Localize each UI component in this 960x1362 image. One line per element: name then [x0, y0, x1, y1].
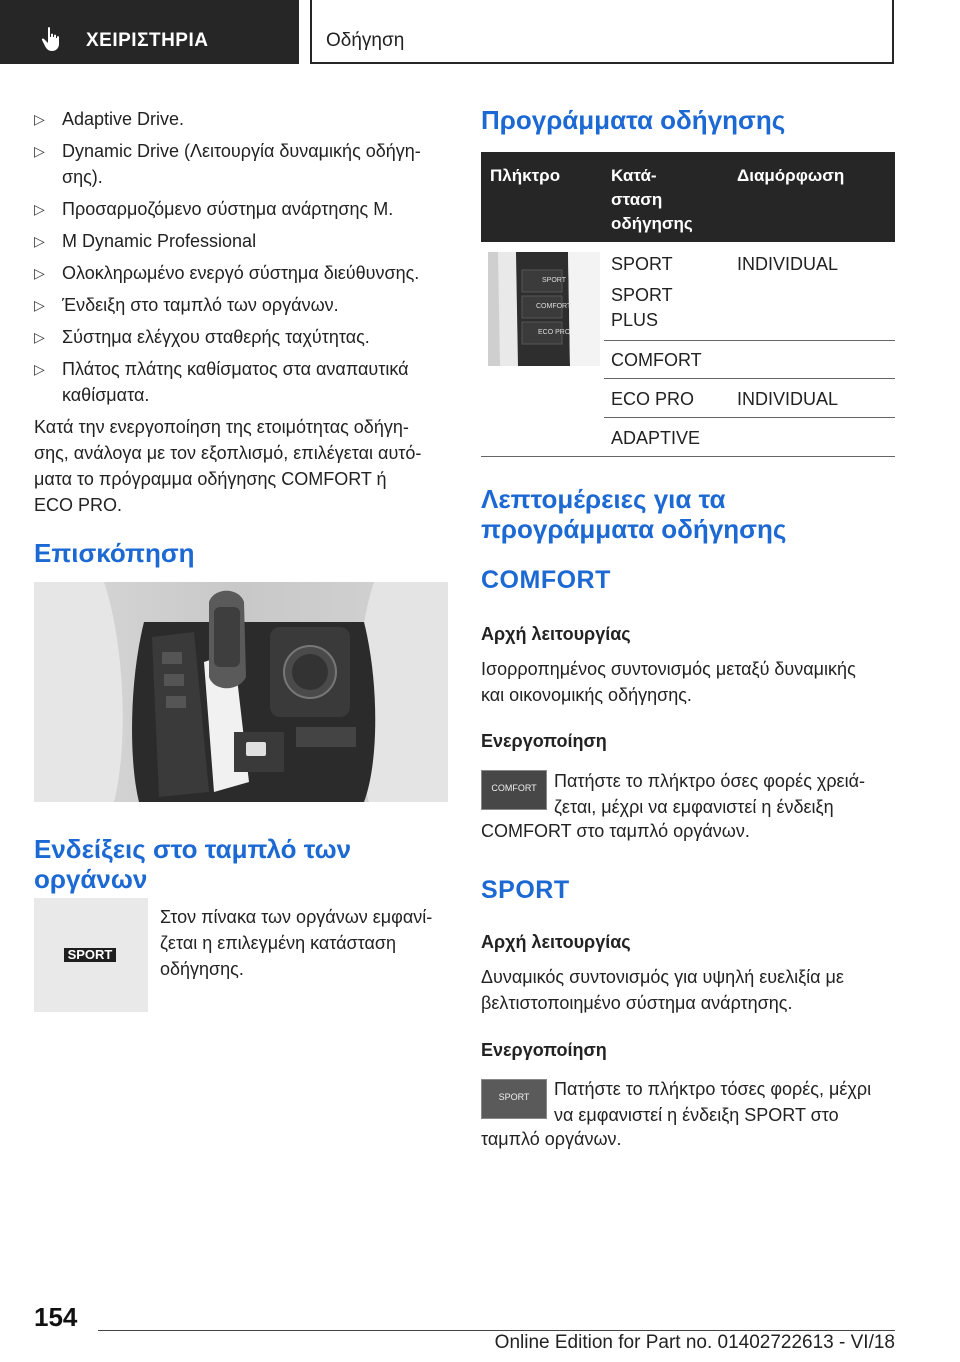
table-cell-mode-line2: PLUS — [611, 310, 659, 330]
sport-activation-text: να εμφανιστεί η ένδειξη SPORT στο — [554, 1105, 839, 1125]
comfort-activation-text: ζεται, μέχρι να εμφανιστεί η ένδειξη — [554, 797, 834, 817]
sport-button-label: SPORT — [498, 1092, 530, 1102]
list-item-text: Dynamic Drive (Λειτουργία δυναμικής οδήγη- — [62, 141, 421, 161]
list-item: ▷ Ένδειξη στο ταμπλό των οργάνων. — [34, 295, 339, 315]
sport-principle-label: Αρχή λειτουργίας — [481, 932, 631, 952]
console-photo — [34, 582, 448, 802]
list-item-text: Adaptive Drive. — [62, 109, 185, 129]
list-item-text: Σύστημα ελέγχου σταθερής ταχύτητας. — [62, 327, 370, 347]
comfort-activation-label: Ενεργοποίηση — [481, 731, 607, 751]
btn-comfort-label: COMFORT — [536, 303, 572, 310]
list-item-text: Πλάτος πλάτης καθίσματος στα αναπαυτικά — [62, 359, 409, 379]
table-divider — [604, 340, 895, 341]
details-heading-line1: Λεπτομέρειες για τα — [481, 484, 726, 514]
programs-heading: Προγράμματα οδήγησης — [481, 105, 786, 135]
list-item: ▷ Προσαρμοζόμενο σύστημα ανάρτησης M. — [34, 199, 394, 219]
col-header-button: Πλήκτρο — [490, 166, 561, 185]
indicator-heading-line2: οργάνων — [34, 864, 148, 894]
col-header-mode-line3: οδήγησης — [611, 214, 693, 233]
sport-principle-text: Δυναμικός συντονισμός για υψηλή ευελιξία με — [481, 967, 844, 987]
btn-ecopro-label: ECO PRO — [538, 329, 571, 336]
comfort-activation-text: COMFORT στο ταμπλό οργάνων. — [481, 821, 750, 841]
indicator-heading-line1: Ενδείξεις στο ταμπλό των — [34, 834, 352, 864]
paragraph-line: Κατά την ενεργοποίηση της ετοιμότητας οδήγη- — [34, 417, 409, 437]
comfort-button-image — [481, 770, 547, 810]
paragraph-line: ECO PRO. — [34, 495, 123, 515]
table-header — [481, 152, 895, 242]
chapter-header — [310, 0, 894, 64]
comfort-principle-text: και οικονομικής οδήγησης. — [481, 685, 692, 705]
comfort-heading: COMFORT — [481, 566, 611, 594]
list-item-text: Ολοκληρωμένο ενεργό σύστημα διεύθυνσης. — [62, 263, 420, 283]
table-divider — [604, 417, 895, 418]
comfort-principle-text: Ισορροπημένος συντονισμός μεταξύ δυναμικής — [481, 659, 856, 679]
table-cell-mode: ECO PRO — [611, 389, 695, 409]
list-item: ▷ Σύστημα ελέγχου σταθερής ταχύτητας. — [34, 327, 370, 347]
sport-heading: SPORT — [481, 876, 570, 904]
comfort-button-label: COMFORT — [491, 783, 537, 793]
comfort-activation-text: Πατήστε το πλήκτρο όσες φορές χρειά- — [554, 771, 865, 791]
sport-activation-text: Πατήστε το πλήκτρο τόσες φορές, μέχρι — [554, 1079, 872, 1099]
indicator-text-line: οδήγησης. — [160, 959, 244, 979]
sport-activation-text: ταμπλό οργάνων. — [481, 1129, 622, 1149]
overview-heading: Επισκόπηση — [34, 538, 195, 568]
table-cell-mode: COMFORT — [611, 350, 702, 370]
indicator-text-line: Στον πίνακα των οργάνων εμφανί- — [160, 907, 433, 927]
table-cell-config: INDIVIDUAL — [737, 254, 839, 274]
list-item-continuation: καθίσματα. — [62, 385, 150, 405]
list-item-text: Προσαρμοζόμενο σύστημα ανάρτησης M. — [62, 199, 394, 219]
list-item: ▷ Dynamic Drive (Λειτουργία δυναμικής οδήγη- — [34, 141, 421, 161]
table-cell-mode: SPORT — [611, 285, 673, 305]
list-item-continuation: σης). — [62, 167, 103, 187]
sport-activation-label: Ενεργοποίηση — [481, 1040, 607, 1060]
list-item: ▷ M Dynamic Professional — [34, 231, 257, 251]
section-tab-label: ΧΕΙΡΙΣΤΗΡΙΑ — [86, 30, 209, 51]
chapter-title: Οδήγηση — [326, 30, 405, 51]
footer-rule — [98, 1330, 895, 1331]
list-item: ▷ Adaptive Drive. — [34, 109, 185, 129]
list-item-text: Ένδειξη στο ταμπλό των οργάνων. — [62, 295, 339, 315]
comfort-principle-label: Αρχή λειτουργίας — [481, 624, 631, 644]
col-header-mode-line1: Κατά- — [611, 166, 657, 185]
instrument-display-image — [34, 898, 148, 1012]
display-label: SPORT — [67, 947, 113, 962]
page-number: 154 — [34, 1302, 78, 1332]
edition-text: Online Edition for Part no. 01402722613 - VI/18 — [494, 1332, 895, 1353]
table-divider — [604, 378, 895, 379]
paragraph-line: ματα το πρόγραμμα οδήγησης COMFORT ή — [34, 469, 387, 489]
mode-buttons-image — [488, 252, 600, 366]
sport-button-image — [481, 1079, 547, 1119]
section-tab[interactable] — [0, 0, 299, 64]
sport-principle-text: βελτιστοποιημένο σύστημα ανάρτησης. — [481, 993, 793, 1013]
table-cell-mode: SPORT — [611, 254, 673, 274]
table-cell-config: INDIVIDUAL — [737, 389, 839, 409]
col-header-config: Διαμόρφωση — [737, 166, 845, 185]
console-illustration — [34, 582, 448, 802]
list-item: ▷ Πλάτος πλάτης καθίσματος στα αναπαυτικά — [34, 359, 409, 379]
btn-sport-label: SPORT — [542, 277, 566, 284]
table-bottom-rule — [481, 456, 895, 457]
indicator-text-line: ζεται η επιλεγμένη κατάσταση — [160, 933, 397, 953]
list-item: ▷ Ολοκληρωμένο ενεργό σύστημα διεύθυνσης. — [34, 263, 420, 283]
details-heading-line2: προγράμματα οδήγησης — [481, 514, 787, 544]
table-cell-mode: ADAPTIVE — [611, 428, 701, 448]
col-header-mode-line2: σταση — [611, 190, 663, 209]
list-item-text: M Dynamic Professional — [62, 231, 257, 251]
hand-pointer-icon — [40, 26, 64, 52]
paragraph-line: σης, ανάλογα με τον εξοπλισμό, επιλέγεται αυτό- — [34, 443, 422, 463]
